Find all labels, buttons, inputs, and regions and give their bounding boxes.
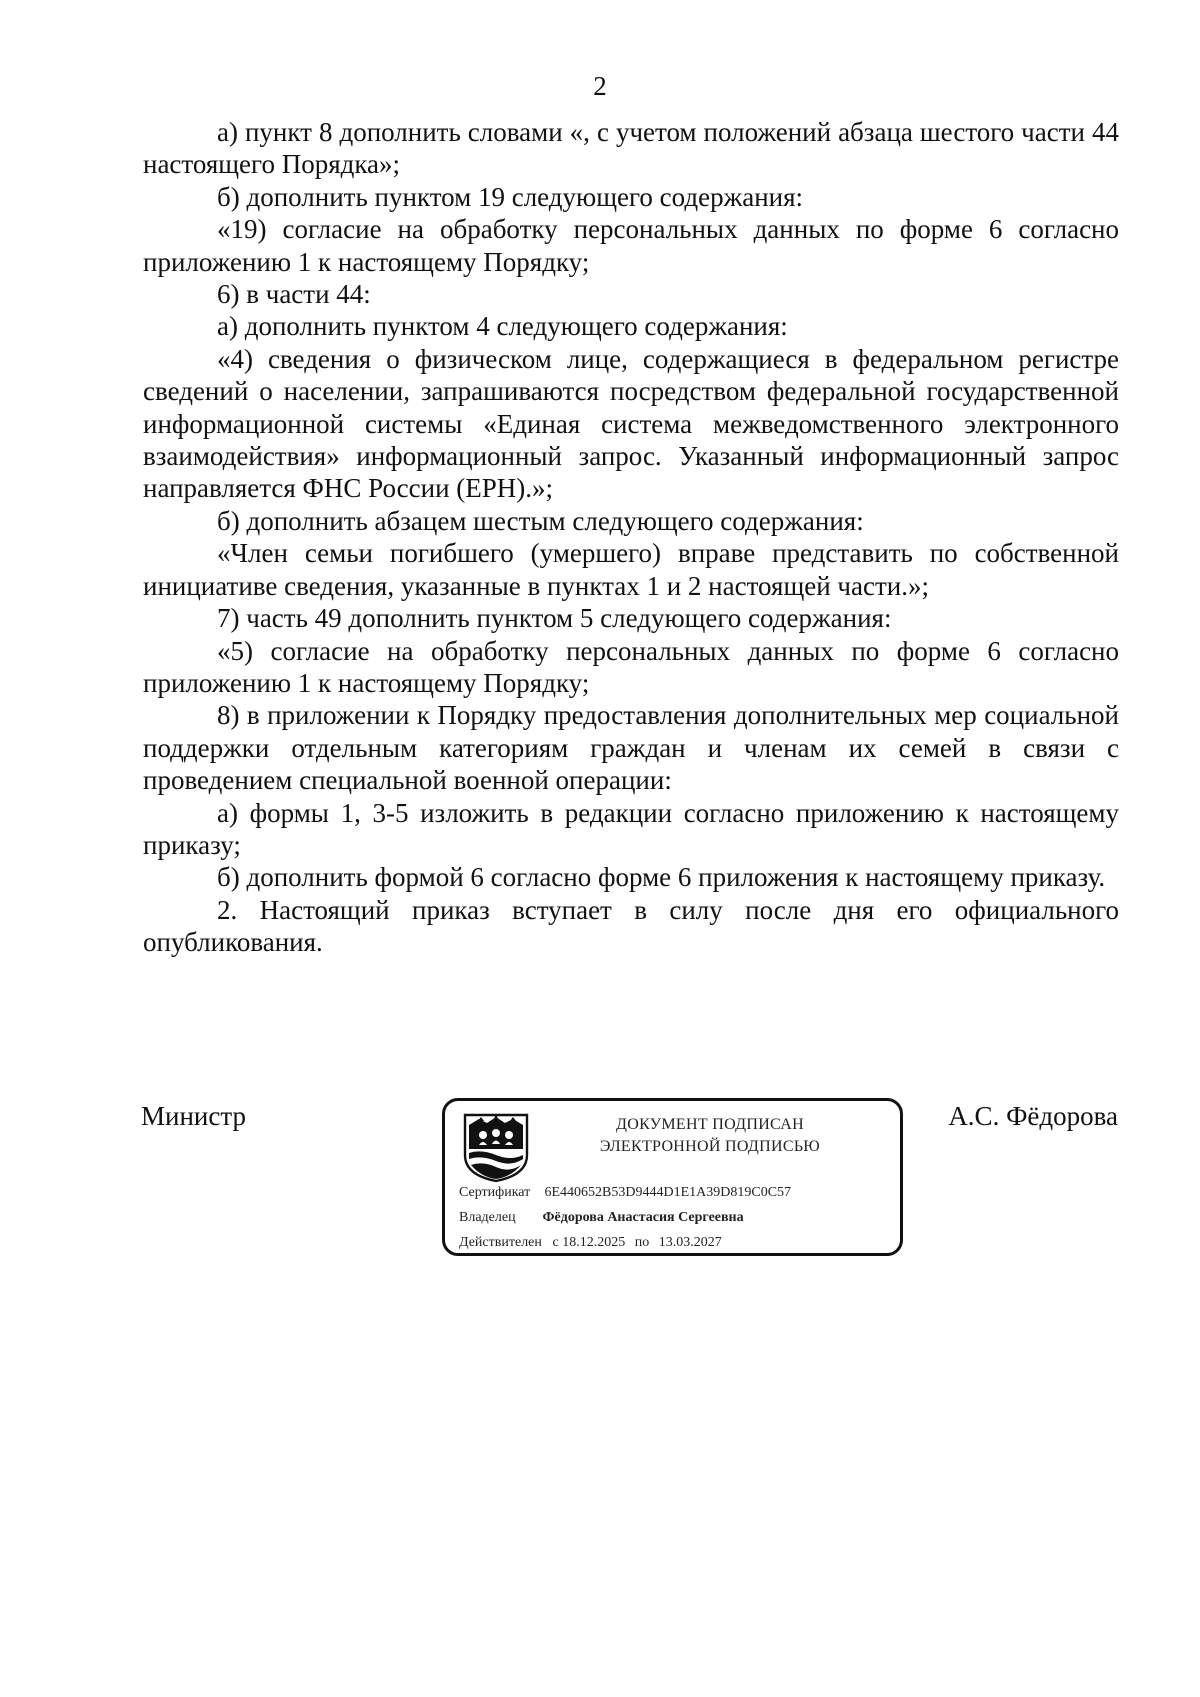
paragraph-5: а) дополнить пунктом 4 следующего содержания: [217,311,788,342]
stamp-title-line-1: ДОКУМЕНТ ПОДПИСАН [616,1116,804,1133]
signer-position: Министр [141,1101,246,1131]
validity-label: Действителен [459,1235,542,1250]
page-number: 2 [593,71,607,101]
paragraph-2: б) дополнить пунктом 19 следующего содержания: [217,181,804,212]
stamp-certificate-row [459,1184,791,1202]
owner-value: Фёдорова Анастасия Сергеевна [542,1210,744,1225]
paragraph-10: «5) согласие на обработку персональных данных по форме 6 согласно приложению 1 к настоящему Порядку; [143,635,1119,698]
signer-name: А.С. Фёдорова [948,1101,1118,1131]
valid-from-date: 18.12.2025 [562,1235,626,1250]
coat-of-arms-icon [461,1111,531,1183]
paragraph-12: а) формы 1, 3-5 изложить в редакции согласно приложению к настоящему приказу; [143,797,1119,860]
paragraph-7: б) дополнить абзацем шестым следующего содержания: [217,505,864,536]
stamp-title-line-2: ЭЛЕКТРОННОЙ ПОДПИСЬЮ [599,1138,821,1155]
stamp-title [545,1114,875,1158]
certificate-label: Сертификат [459,1185,531,1200]
owner-label: Владелец [459,1210,516,1225]
certificate-value: 6E440652B53D9444D1E1A39D819C0C57 [544,1185,792,1200]
stamp-validity-row [459,1234,722,1252]
paragraph-1: а) пункт 8 дополнить словами «, с учетом положений абзаца шестого части 44 настоящего Порядка»; [143,117,1119,180]
paragraph-4: 6) в части 44: [217,279,371,310]
paragraph-13: б) дополнить формой 6 согласно форме 6 приложения к настоящему приказу. [217,862,1106,893]
paragraph-14: 2. Настоящий приказ вступает в силу после дня его официального опубликования. [143,894,1119,958]
paragraph-6: «4) сведения о физическом лице, содержащиеся в федеральном регистре сведений о населении, запрашиваются посредством федеральной государственной информационной системы «Единая система межведомственного электронного взаимодействия» информационный запрос. Указанный информационный запрос направляется ФНС России (ЕРН).»; [143,343,1119,504]
paragraph-9: 7) часть 49 дополнить пунктом 5 следующего содержания: [217,603,892,634]
valid-to-prefix: по [634,1235,650,1250]
paragraph-8: «Член семьи погибшего (умершего) вправе представить по собственной инициативе сведения, указанные в пунктах 1 и 2 настоящей части.»; [143,538,1119,601]
valid-to-date: 13.03.2027 [658,1235,722,1250]
paragraph-3: «19) согласие на обработку персональных данных по форме 6 согласно приложению 1 к настоящему Порядку; [143,214,1119,277]
valid-from-prefix: с [552,1235,559,1250]
paragraph-11: 8) в приложении к Порядку предоставления дополнительных мер социальной поддержки отдельным категориям граждан и членам их семей в связи с проведением специальной военной операции: [143,700,1119,796]
signature-block [0,1100,1200,1270]
electronic-signature-stamp [442,1098,903,1256]
stamp-owner-row [459,1209,744,1227]
document-body [143,116,1119,959]
